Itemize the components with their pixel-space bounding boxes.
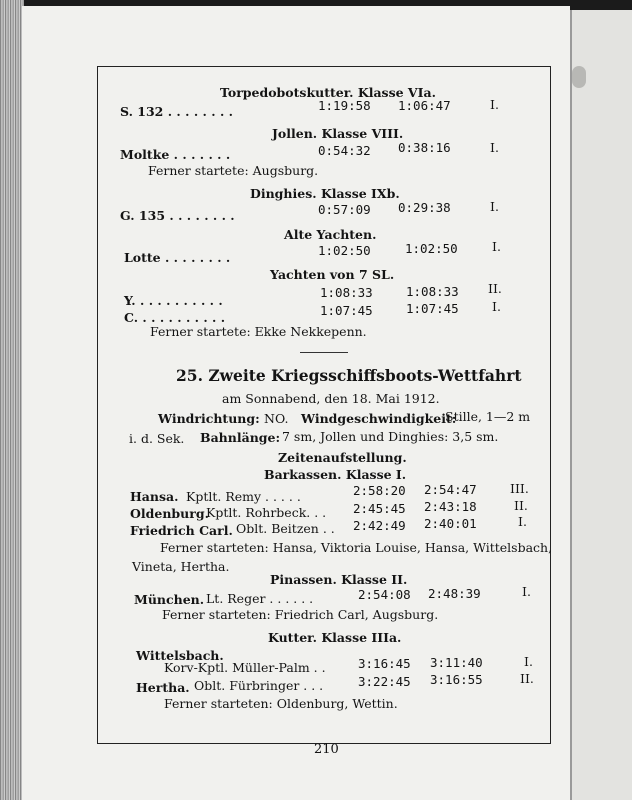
class-heading-jollen: Jollen. Klasse VIII.: [272, 126, 404, 141]
result-boat-name: Wittelsbach.: [136, 648, 224, 663]
result-place: II.: [488, 281, 502, 296]
race-title: 25. Zweite Kriegsschiffsboots-Wettfahrt: [176, 366, 522, 385]
result-time-raw: 1:07:45: [320, 303, 373, 318]
result-boat-name: München.: [134, 592, 205, 607]
class-heading-barkassen: Barkassen. Klasse I.: [264, 467, 407, 482]
result-time-raw: 2:54:08: [358, 587, 411, 602]
result-time-corrected: 1:07:45: [406, 301, 459, 316]
other-starters-note-cont: Vineta, Hertha.: [132, 559, 230, 574]
result-time-corrected: 2:40:01: [424, 516, 477, 531]
section-divider: [300, 352, 348, 353]
result-time-corrected: 1:02:50: [405, 241, 458, 256]
result-time-corrected: 3:16:55: [430, 672, 483, 687]
result-place: I.: [492, 299, 501, 314]
result-boat-name: Hansa.: [130, 489, 179, 504]
result-place: I.: [492, 239, 501, 254]
result-skipper: Kptlt. Remy . . . . .: [186, 489, 301, 504]
result-time-corrected: 0:29:38: [398, 200, 451, 215]
course-length-label: Bahnlänge:: [200, 430, 281, 445]
other-starters-note: Ferner starteten: Hansa, Viktoria Louise, Hansa, Wittelsbach,: [160, 540, 553, 555]
other-starters-note: Ferner starteten: Oldenburg, Wettin.: [164, 696, 398, 711]
result-time-corrected: 2:43:18: [424, 499, 477, 514]
result-time-raw: 2:45:45: [353, 501, 406, 516]
result-place: I.: [518, 514, 527, 529]
result-place: I.: [522, 584, 531, 599]
result-skipper: Oblt. Beitzen . .: [236, 521, 335, 536]
wind-speed-label: Windgeschwindigkeit:: [301, 411, 457, 426]
result-time-raw: 0:54:32: [318, 143, 371, 158]
page-stain: [572, 66, 586, 88]
result-boat-name: C. . . . . . . . . . .: [124, 310, 226, 325]
result-place: I.: [490, 97, 499, 112]
result-skipper: Lt. Reger . . . . . .: [206, 591, 314, 606]
result-time-corrected: 2:54:47: [424, 482, 477, 497]
wind-direction-value: NO.: [264, 411, 289, 426]
wind-speed-unit-cont: i. d. Sek.: [129, 431, 185, 446]
other-starters-note: Ferner starteten: Friedrich Carl, Augsburg.: [162, 607, 439, 622]
result-time-raw: 2:42:49: [353, 518, 406, 533]
class-heading-yachten-7sl: Yachten von 7 SL.: [270, 267, 395, 282]
result-time-raw: 1:08:33: [320, 285, 373, 300]
other-starters-note: Ferner startete: Ekke Nekkepenn.: [150, 324, 367, 339]
result-time-raw: 0:57:09: [318, 202, 371, 217]
result-skipper: Oblt. Fürbringer . . .: [194, 678, 324, 693]
result-boat-name: Lotte . . . . . . . .: [124, 250, 231, 265]
times-heading: Zeitenaufstellung.: [278, 450, 407, 465]
result-time-corrected: 1:08:33: [406, 284, 459, 299]
other-starters-note: Ferner startete: Augsburg.: [148, 163, 319, 178]
result-boat-name: Oldenburg.: [130, 506, 209, 521]
result-time-corrected: 0:38:16: [398, 140, 451, 155]
result-time-corrected: 3:11:40: [430, 655, 483, 670]
result-boat-name: G. 135 . . . . . . . .: [120, 208, 235, 223]
result-time-corrected: 2:48:39: [428, 586, 481, 601]
result-place: III.: [510, 481, 529, 496]
class-heading-dinghies: Dinghies. Klasse IXb.: [250, 186, 400, 201]
wind-direction-label: Windrichtung:: [158, 411, 260, 426]
result-skipper: Kptlt. Rohrbeck. . .: [206, 505, 327, 520]
result-boat-name: Y. . . . . . . . . . .: [124, 293, 223, 308]
result-boat-name: S. 132 . . . . . . . .: [120, 104, 234, 119]
result-time-raw: 2:58:20: [353, 483, 406, 498]
result-place: II.: [520, 671, 534, 686]
result-boat-name: Friedrich Carl.: [130, 523, 233, 538]
result-place: I.: [490, 199, 499, 214]
result-time-raw: 3:22:45: [358, 674, 411, 689]
result-place: I.: [524, 654, 533, 669]
class-heading-pinassen: Pinassen. Klasse II.: [270, 572, 408, 587]
result-time-raw: 1:02:50: [318, 243, 371, 258]
result-place: I.: [490, 140, 499, 155]
race-date: am Sonnabend, den 18. Mai 1912.: [222, 391, 440, 406]
result-time-corrected: 1:06:47: [398, 98, 451, 113]
page-number: 210: [314, 742, 339, 757]
class-heading-kutter: Kutter. Klasse IIIa.: [268, 630, 402, 645]
result-skipper: Korv-Kptl. Müller-Palm . .: [164, 660, 326, 675]
course-length-value: 7 sm, Jollen und Dinghies: 3,5 sm.: [282, 429, 499, 444]
book-spine-edges: [0, 0, 24, 800]
facing-page-edge: [570, 10, 632, 800]
class-heading-torpedoboat: Torpedobotskutter. Klasse VIa.: [220, 85, 436, 100]
result-time-raw: 1:19:58: [318, 98, 371, 113]
result-place: II.: [514, 498, 528, 513]
result-boat-name: Hertha.: [136, 680, 190, 695]
wind-speed-value: Stille, 1—2 m: [445, 409, 531, 424]
result-boat-name: Moltke . . . . . . .: [120, 147, 231, 162]
class-heading-alte-yachten: Alte Yachten.: [284, 227, 377, 242]
result-time-raw: 3:16:45: [358, 656, 411, 671]
